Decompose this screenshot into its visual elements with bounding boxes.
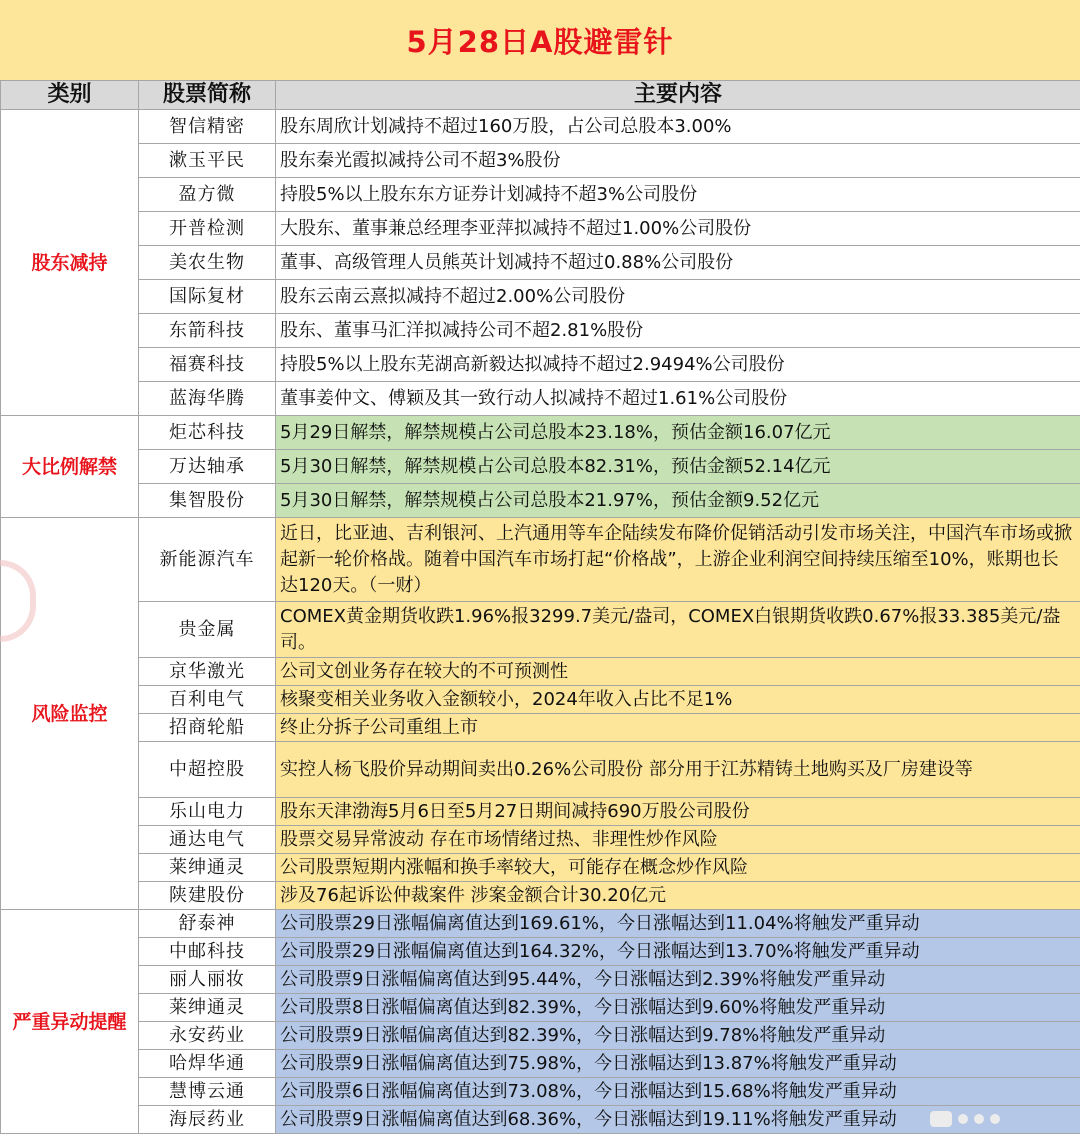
table-row bbox=[1, 416, 1080, 450]
table-row bbox=[1, 854, 1080, 882]
stock-name-cell: 盈方微 bbox=[139, 178, 276, 212]
stock-name-cell: 丽人丽妆 bbox=[139, 966, 276, 994]
stock-name-cell: 智信精密 bbox=[139, 110, 276, 144]
stock-name-cell: 海辰药业 bbox=[139, 1106, 276, 1134]
stock-name-cell: 中超控股 bbox=[139, 742, 276, 798]
stock-name-cell: 中邮科技 bbox=[139, 938, 276, 966]
stock-name-cell: 舒泰神 bbox=[139, 910, 276, 938]
content-cell: 公司股票29日涨幅偏离值达到164.32%，今日涨幅达到13.70%将触发严重异动 bbox=[276, 938, 1080, 966]
table-row bbox=[1, 798, 1080, 826]
table-row bbox=[1, 714, 1080, 742]
content-cell: 终止分拆子公司重组上市 bbox=[276, 714, 1080, 742]
stock-name-cell: 福赛科技 bbox=[139, 348, 276, 382]
content-cell: 公司股票9日涨幅偏离值达到68.36%，今日涨幅达到19.11%将触发严重异动 bbox=[276, 1106, 1080, 1134]
stock-name-cell: 莱绅通灵 bbox=[139, 854, 276, 882]
content-cell: 涉及76起诉讼仲裁案件 涉案金额合计30.20亿元 bbox=[276, 882, 1080, 910]
table-row bbox=[1, 178, 1080, 212]
table-row bbox=[1, 246, 1080, 280]
table-row bbox=[1, 314, 1080, 348]
table-row bbox=[1, 1078, 1080, 1106]
table-row bbox=[1, 658, 1080, 686]
table-row bbox=[1, 966, 1080, 994]
content-cell: 公司股票9日涨幅偏离值达到82.39%，今日涨幅达到9.78%将触发严重异动 bbox=[276, 1022, 1080, 1050]
stock-name-cell: 慧博云通 bbox=[139, 1078, 276, 1106]
stock-name-cell: 哈焊华通 bbox=[139, 1050, 276, 1078]
table-row bbox=[1, 144, 1080, 178]
content-cell: COMEX黄金期货收跌1.96%报3299.7美元/盎司，COMEX白银期货收跌0.67%报33.385美元/盎司。 bbox=[276, 602, 1080, 658]
content-cell: 股东周欣计划减持不超过160万股，占公司总股本3.00% bbox=[276, 110, 1080, 144]
stock-name-cell: 招商轮船 bbox=[139, 714, 276, 742]
table-row bbox=[1, 348, 1080, 382]
content-cell: 公司股票6日涨幅偏离值达到73.08%，今日涨幅达到15.68%将触发严重异动 bbox=[276, 1078, 1080, 1106]
content-cell: 5月29日解禁，解禁规模占公司总股本23.18%，预估金额16.07亿元 bbox=[276, 416, 1080, 450]
content-cell: 公司股票短期内涨幅和换手率较大，可能存在概念炒作风险 bbox=[276, 854, 1080, 882]
table-row bbox=[1, 518, 1080, 602]
stock-name-cell: 莱绅通灵 bbox=[139, 994, 276, 1022]
content-cell: 股东、董事马汇洋拟减持公司不超2.81%股份 bbox=[276, 314, 1080, 348]
table-row bbox=[1, 910, 1080, 938]
stock-name-cell: 开普检测 bbox=[139, 212, 276, 246]
stock-name-cell: 通达电气 bbox=[139, 826, 276, 854]
content-cell: 股东秦光霞拟减持公司不超3%股份 bbox=[276, 144, 1080, 178]
stock-name-cell: 国际复材 bbox=[139, 280, 276, 314]
content-cell: 核聚变相关业务收入金额较小，2024年收入占比不足1% bbox=[276, 686, 1080, 714]
stock-name-cell: 东箭科技 bbox=[139, 314, 276, 348]
header-name: 股票简称 bbox=[139, 81, 276, 110]
content-cell: 股东云南云熹拟减持不超过2.00%公司股份 bbox=[276, 280, 1080, 314]
stock-name-cell: 新能源汽车 bbox=[139, 518, 276, 602]
table-row bbox=[1, 280, 1080, 314]
category-cell: 大比例解禁 bbox=[1, 416, 139, 518]
table-row bbox=[1, 382, 1080, 416]
stock-name-cell: 永安药业 bbox=[139, 1022, 276, 1050]
table-row bbox=[1, 994, 1080, 1022]
table-row bbox=[1, 110, 1080, 144]
table-row bbox=[1, 938, 1080, 966]
table-row bbox=[1, 1106, 1080, 1134]
table-row bbox=[1, 826, 1080, 854]
category-cell: 严重异动提醒 bbox=[1, 910, 139, 1134]
content-cell: 董事姜仲文、傅颖及其一致行动人拟减持不超过1.61%公司股份 bbox=[276, 382, 1080, 416]
table-row bbox=[1, 742, 1080, 798]
content-cell: 5月30日解禁，解禁规模占公司总股本21.97%，预估金额9.52亿元 bbox=[276, 484, 1080, 518]
content-cell: 公司股票8日涨幅偏离值达到82.39%，今日涨幅达到9.60%将触发严重异动 bbox=[276, 994, 1080, 1022]
content-cell: 公司股票29日涨幅偏离值达到169.61%，今日涨幅达到11.04%将触发严重异动 bbox=[276, 910, 1080, 938]
content-cell: 公司文创业务存在较大的不可预测性 bbox=[276, 658, 1080, 686]
table-row bbox=[1, 602, 1080, 658]
content-cell: 实控人杨飞股价异动期间卖出0.26%公司股份 部分用于江苏精铸土地购买及厂房建设等 bbox=[276, 742, 1080, 798]
stock-name-cell: 漱玉平民 bbox=[139, 144, 276, 178]
content-cell: 股票交易异常波动 存在市场情绪过热、非理性炒作风险 bbox=[276, 826, 1080, 854]
table-row bbox=[1, 1022, 1080, 1050]
stock-name-cell: 蓝海华腾 bbox=[139, 382, 276, 416]
stock-name-cell: 陕建股份 bbox=[139, 882, 276, 910]
header-content: 主要内容 bbox=[276, 81, 1080, 110]
stock-name-cell: 京华激光 bbox=[139, 658, 276, 686]
content-cell: 5月30日解禁，解禁规模占公司总股本82.31%，预估金额52.14亿元 bbox=[276, 450, 1080, 484]
header-row bbox=[1, 81, 1080, 110]
content-cell: 公司股票9日涨幅偏离值达到75.98%，今日涨幅达到13.87%将触发严重异动 bbox=[276, 1050, 1080, 1078]
category-cell: 风险监控 bbox=[1, 518, 139, 910]
stock-name-cell: 百利电气 bbox=[139, 686, 276, 714]
table-body bbox=[1, 110, 1080, 1134]
content-cell: 持股5%以上股东芜湖高新毅达拟减持不超过2.9494%公司股份 bbox=[276, 348, 1080, 382]
header-category: 类别 bbox=[1, 81, 139, 110]
content-cell: 近日，比亚迪、吉利银河、上汽通用等车企陆续发布降价促销活动引发市场关注，中国汽车市场或掀起新一轮价格战。随着中国汽车市场打起“价格战”，上游企业利润空间持续压缩至10%，账期也长达120天。（一财） bbox=[276, 518, 1080, 602]
stock-name-cell: 万达轴承 bbox=[139, 450, 276, 484]
content-cell: 公司股票9日涨幅偏离值达到95.44%，今日涨幅达到2.39%将触发严重异动 bbox=[276, 966, 1080, 994]
category-cell: 股东减持 bbox=[1, 110, 139, 416]
content-cell: 持股5%以上股东东方证券计划减持不超3%公司股份 bbox=[276, 178, 1080, 212]
table-row bbox=[1, 686, 1080, 714]
table-row bbox=[1, 484, 1080, 518]
content-cell: 大股东、董事兼总经理李亚萍拟减持不超过1.00%公司股份 bbox=[276, 212, 1080, 246]
stock-warning-table bbox=[0, 80, 1080, 1134]
table-row bbox=[1, 882, 1080, 910]
content-cell: 股东天津渤海5月6日至5月27日期间减持690万股公司股份 bbox=[276, 798, 1080, 826]
table-row bbox=[1, 1050, 1080, 1078]
stock-name-cell: 炬芯科技 bbox=[139, 416, 276, 450]
stock-name-cell: 美农生物 bbox=[139, 246, 276, 280]
stock-name-cell: 乐山电力 bbox=[139, 798, 276, 826]
stock-name-cell: 集智股份 bbox=[139, 484, 276, 518]
table-row bbox=[1, 450, 1080, 484]
table-row bbox=[1, 212, 1080, 246]
stock-name-cell: 贵金属 bbox=[139, 602, 276, 658]
page-title: 5月28日A股避雷针 bbox=[0, 0, 1080, 81]
content-cell: 董事、高级管理人员熊英计划减持不超过0.88%公司股份 bbox=[276, 246, 1080, 280]
